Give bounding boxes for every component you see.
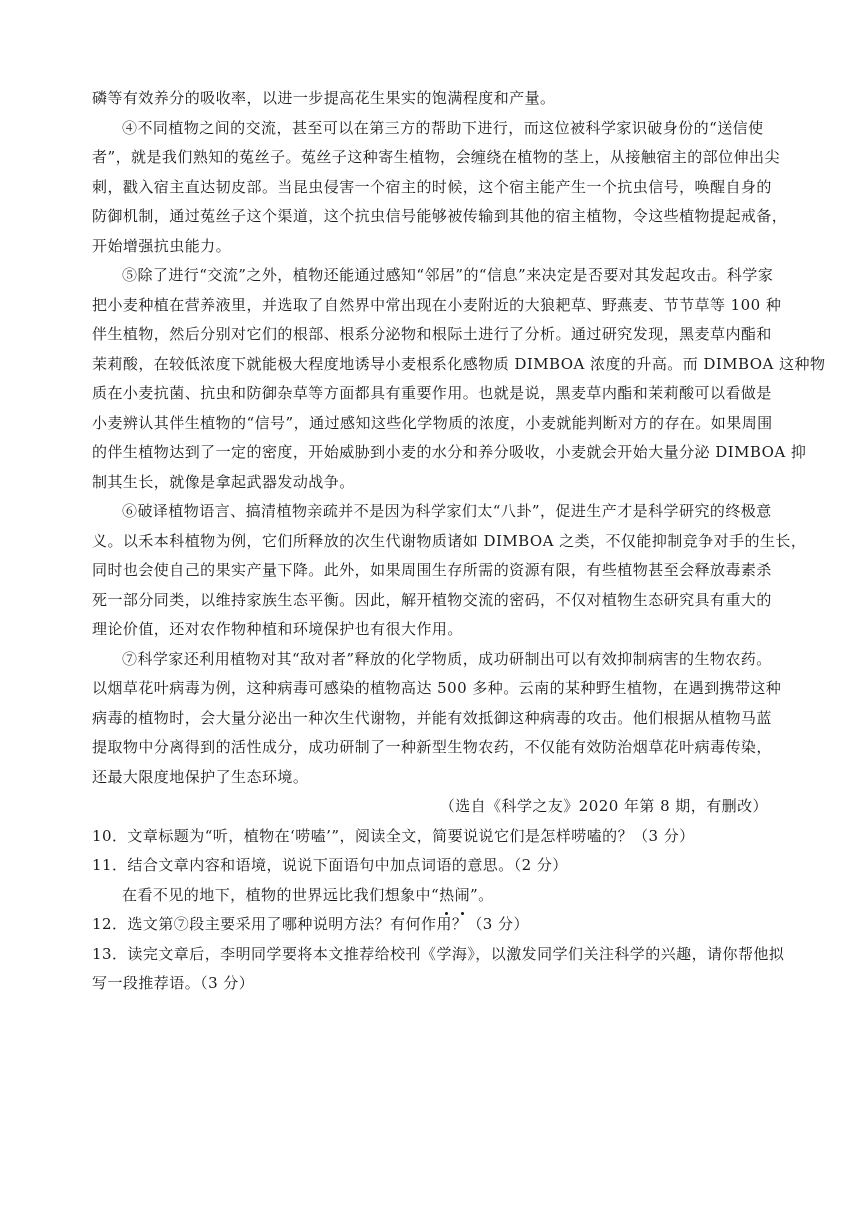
question-12: 12．选文第⑦段主要采用了哪种说明方法？有何作用？（3 分） [92,915,529,933]
paragraph-line: 伴生植物，然后分别对它们的根部、根系分泌物和根际土进行了分析。通过研究发现，黑麦草内酯和 [92,325,772,343]
paragraph-5 [92,261,826,497]
paragraph-line: 义。以禾本科植物为例，它们所释放的次生代谢物质诸如 DIMBOA 之类，不仅能抑制竞争对手的生长， [92,531,807,550]
paragraph-line: 的伴生植物达到了一定的密度，开始威胁到小麦的水分和养分吸收，小麦就会开始大量分泌 DIMBOA 抑 [92,443,807,461]
paragraph-line: 还最大限度地保护了生态环境。 [92,767,309,786]
paragraph-line: 小麦辨认其伴生植物的“信号”，通过感知这些化学物质的浓度，小麦就能判断对方的存在。如果周围 [92,413,773,432]
paragraph-line: 把小麦种植在营养液里，并选取了自然界中常出现在小麦附近的大狼耙草、野燕麦、节节草等 100 种 [92,295,782,314]
paragraph-line: 同时也会使自己的果实产量下降。此外，如果周围生存所需的资源有限，有些植物甚至会释放毒素杀 [92,561,772,579]
dotted-character: 热 [439,881,454,911]
paragraph-line: ⑤除了进行“交流”之外，植物还能通过感知“邻居”的“信息”来决定是否要对其发起攻击。科学家 [122,266,774,284]
question-13: 13．读完文章后，李明同学要将本文推荐给校刊《学海》，以激发同学们关注科学的兴趣，请你帮他拟 [92,944,785,963]
paragraph-line: 者”，就是我们熟知的菟丝子。菟丝子这种寄生植物，会缠绕在植物的茎上，从接触宿主的部位伸出尖 [92,148,780,166]
source-citation: （选自《科学之友》2020 年第 8 期，有删改） [439,797,768,815]
paragraph-line: 理论价值，还对农作物种植和环境保护也有很大作用。 [92,620,463,638]
paragraph-line: ④不同植物之间的交流，甚至可以在第三方的帮助下进行，而这位被科学家识破身份的“送信使 [122,118,764,137]
paragraph-3-tail: 磷等有效养分的吸收率，以进一步提高花生果实的饱满程度和产量。 [92,89,556,107]
paragraph-7 [92,645,782,793]
paragraph-line: 死一部分同类，以维持家族生态平衡。因此，解开植物交流的密码，不仅对植物生态研究具有重大的 [92,590,772,609]
paragraph-line: 防御机制，通过菟丝子这个渠道，这个抗虫信号能够被传输到其他的宿主植物，令这些植物提起戒备， [92,207,788,225]
paragraph-line: 质在小麦抗菌、抗虫和防御杂草等方面都具有重要作用。也就是说，黑麦草内酯和茉莉酸可以看做是 [92,384,772,402]
paragraph-line: 刺，戳入宿主直达韧皮部。当昆虫侵害一个宿主的时候，这个宿主能产生一个抗虫信号，唤醒自身的 [92,177,772,196]
question-13-continued: 写一段推荐语。（3 分） [92,974,255,992]
paragraph-line: 制其生长，就像是拿起武器发动战争。 [92,472,355,491]
paragraph-line: ⑦科学家还利用植物对其“敌对者”释放的化学物质，成功研制出可以有效抑制病害的生物农药。 [122,649,772,668]
question-10: 10．文章标题为“听，植物在‘唠嗑’”，阅读全文，简要说说它们是怎样唠嗑的？（3 分） [92,826,695,845]
paragraph-6 [92,497,807,645]
dotted-character: 闹 [455,881,470,911]
paragraph-line: ⑥破译植物语言、搞清植物亲疏并不是因为科学家们太“八卦”，促进生产才是科学研究的终极意 [122,502,772,520]
question-11-sentence [92,881,768,911]
paragraph-line: 病毒的植物时，会大量分泌出一种次生代谢物，并能有效抵御这种病毒的攻击。他们根据从植物马蓝 [92,708,772,727]
sentence-text-after: ”。 [470,885,494,904]
sentence-text-before: 在看不见的地下，植物的世界远比我们想象中“ [122,885,440,904]
exam-page [92,84,826,999]
paragraph-line: 以烟草花叶病毒为例，这种病毒可感染的植物高达 500 多种。云南的某种野生植物，在遇到携带这种 [92,679,782,697]
paragraph-line: 开始增强抗虫能力。 [92,236,232,255]
question-11: 11．结合文章内容和语境，说说下面语句中加点词语的意思。（2 分） [92,856,568,874]
paragraph-4 [92,114,788,262]
paragraph-line: 提取物中分离得到的活性成分，成功研制了一种新型生物农药，不仅能有效防治烟草花叶病毒传染， [92,738,772,756]
paragraph-line: 茉莉酸，在较低浓度下就能极大程度地诱导小麦根系化感物质 DIMBOA 浓度的升高。而 DIMBOA 这种物 [92,354,826,373]
